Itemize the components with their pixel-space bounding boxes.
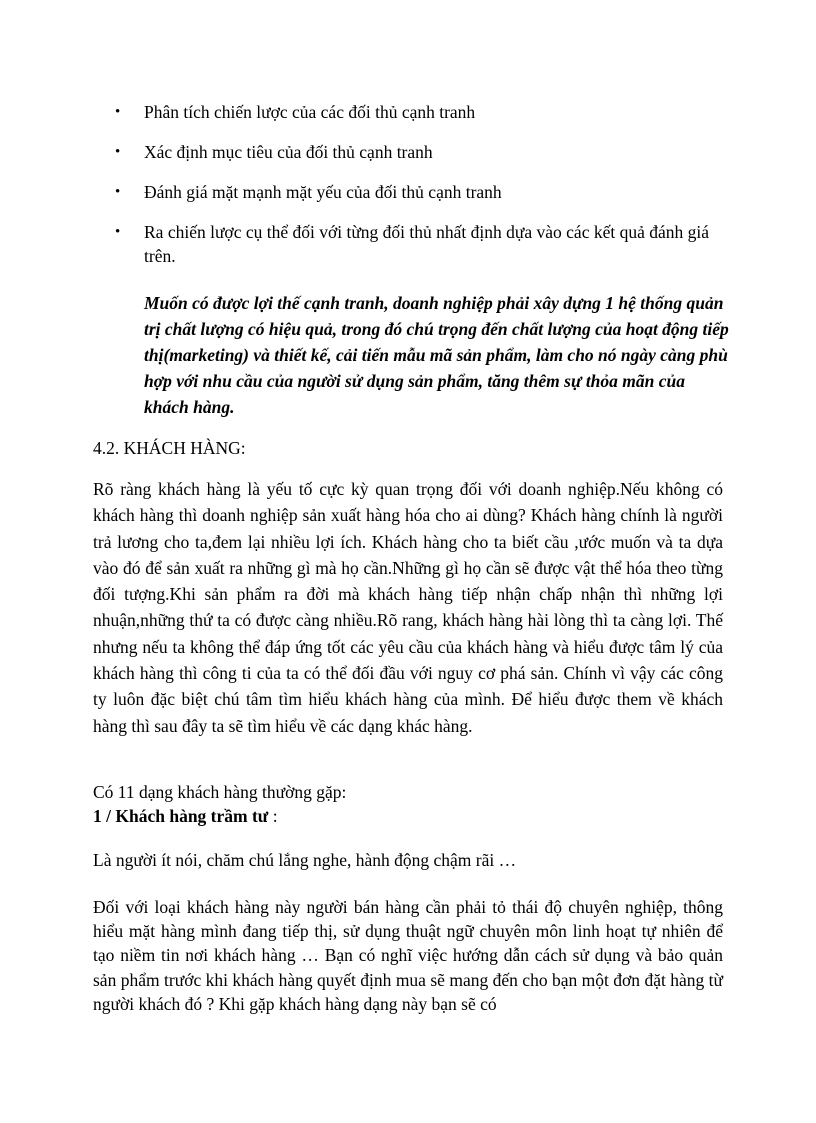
bullet-dot-icon: •: [115, 104, 121, 120]
bullet-text: Xác định mục tiêu của đối thủ cạnh tranh: [144, 142, 433, 162]
bullet-text: Phân tích chiến lược của các đối thủ cạnh tranh: [144, 102, 476, 122]
bullet-dot-icon: •: [115, 224, 121, 240]
bullet-item: [115, 140, 725, 164]
bullet-text: Đánh giá mặt mạnh mặt yếu của đối thủ cạnh tranh: [144, 182, 502, 202]
customer-paragraph: Rõ ràng khách hàng là yếu tố cực kỳ quan trọng đối với doanh nghiệp.Nếu không có khách hàng thì doanh nghiệp sản xuất hàng hóa cho ai dùng? Khách hàng chính là người trả lương cho ta,đem lại nhiều lợi ích. Khách hàng cho ta biết cầu ,ước muốn và ta dựa vào đó để sản xuất ra những gì mà họ cần.Những gì họ cần sẽ được vật thể hóa theo từng đối tượng.Khi sản phẩm ra đời mà khách hàng tiếp nhận chấp nhận thì những lợi nhuận,những thứ ta có được càng nhiều.Rõ rang, khách hàng hài lòng thì ta càng lợi. Thế nhưng nếu ta không thể đáp ứng tốt các yêu cầu của khách hàng và hiểu được tâm lý của khách hàng thì công ti của ta có thể đối đầu với nguy cơ phá sản. Chính vì vậy các công ty luôn đặc biệt chú tâm tìm hiểu khách hàng của mình. Để hiểu được them về khách hàng thì sau đây ta sẽ tìm hiểu về các dạng khác hàng.: [93, 479, 723, 736]
emphasis-paragraph: Muốn có được lợi thế cạnh tranh, doanh nghiệp phải xây dựng 1 hệ thống quản trị chất lượng có hiệu quả, trong đó chú trọng đến chất lượng của hoạt động tiếp thị(marketing) và thiết kế, cải tiến mẫu mã sản phẩm, làm cho nó ngày càng phù hợp với nhu cầu của người sử dụng sản phẩm, tăng thêm sự thỏa mãn của khách hàng.: [144, 293, 729, 417]
type1-heading: [93, 804, 278, 828]
type1-description: Là người ít nói, chăm chú lắng nghe, hành động chậm rãi …: [93, 850, 517, 870]
bullet-item: [115, 220, 725, 268]
bullet-list: [115, 100, 725, 284]
bullet-item: [115, 100, 725, 124]
type1-title: 1 / Khách hàng trầm tư: [93, 806, 269, 826]
bullet-dot-icon: •: [115, 184, 121, 200]
type1-advice-paragraph: Đối với loại khách hàng này người bán hàng cần phải tỏ thái độ chuyên nghiệp, thông hiểu mặt hàng mình đang tiếp thị, sử dụng thuật ngữ chuyên môn linh hoạt tự nhiên để tạo niềm tin nơi khách hàng … Bạn có nghĩ việc hướng dẫn cách sử dụng và bảo quản sản phẩm trước khi khách hàng quyết định mua sẽ mang đến cho bạn một đơn đặt hàng từ người khách đó ? Khi gặp khách hàng dạng này bạn sẽ có: [93, 897, 723, 1014]
type1-suffix: :: [268, 806, 278, 826]
section-heading: 4.2. KHÁCH HÀNG:: [93, 438, 246, 458]
bullet-dot-icon: •: [115, 144, 121, 160]
bullet-text: Ra chiến lược cụ thể đối với từng đối thủ nhất định dựa vào các kết quả đánh giá trên.: [144, 222, 710, 266]
bullet-item: [115, 180, 725, 204]
types-intro: Có 11 dạng khách hàng thường gặp:: [93, 782, 347, 802]
